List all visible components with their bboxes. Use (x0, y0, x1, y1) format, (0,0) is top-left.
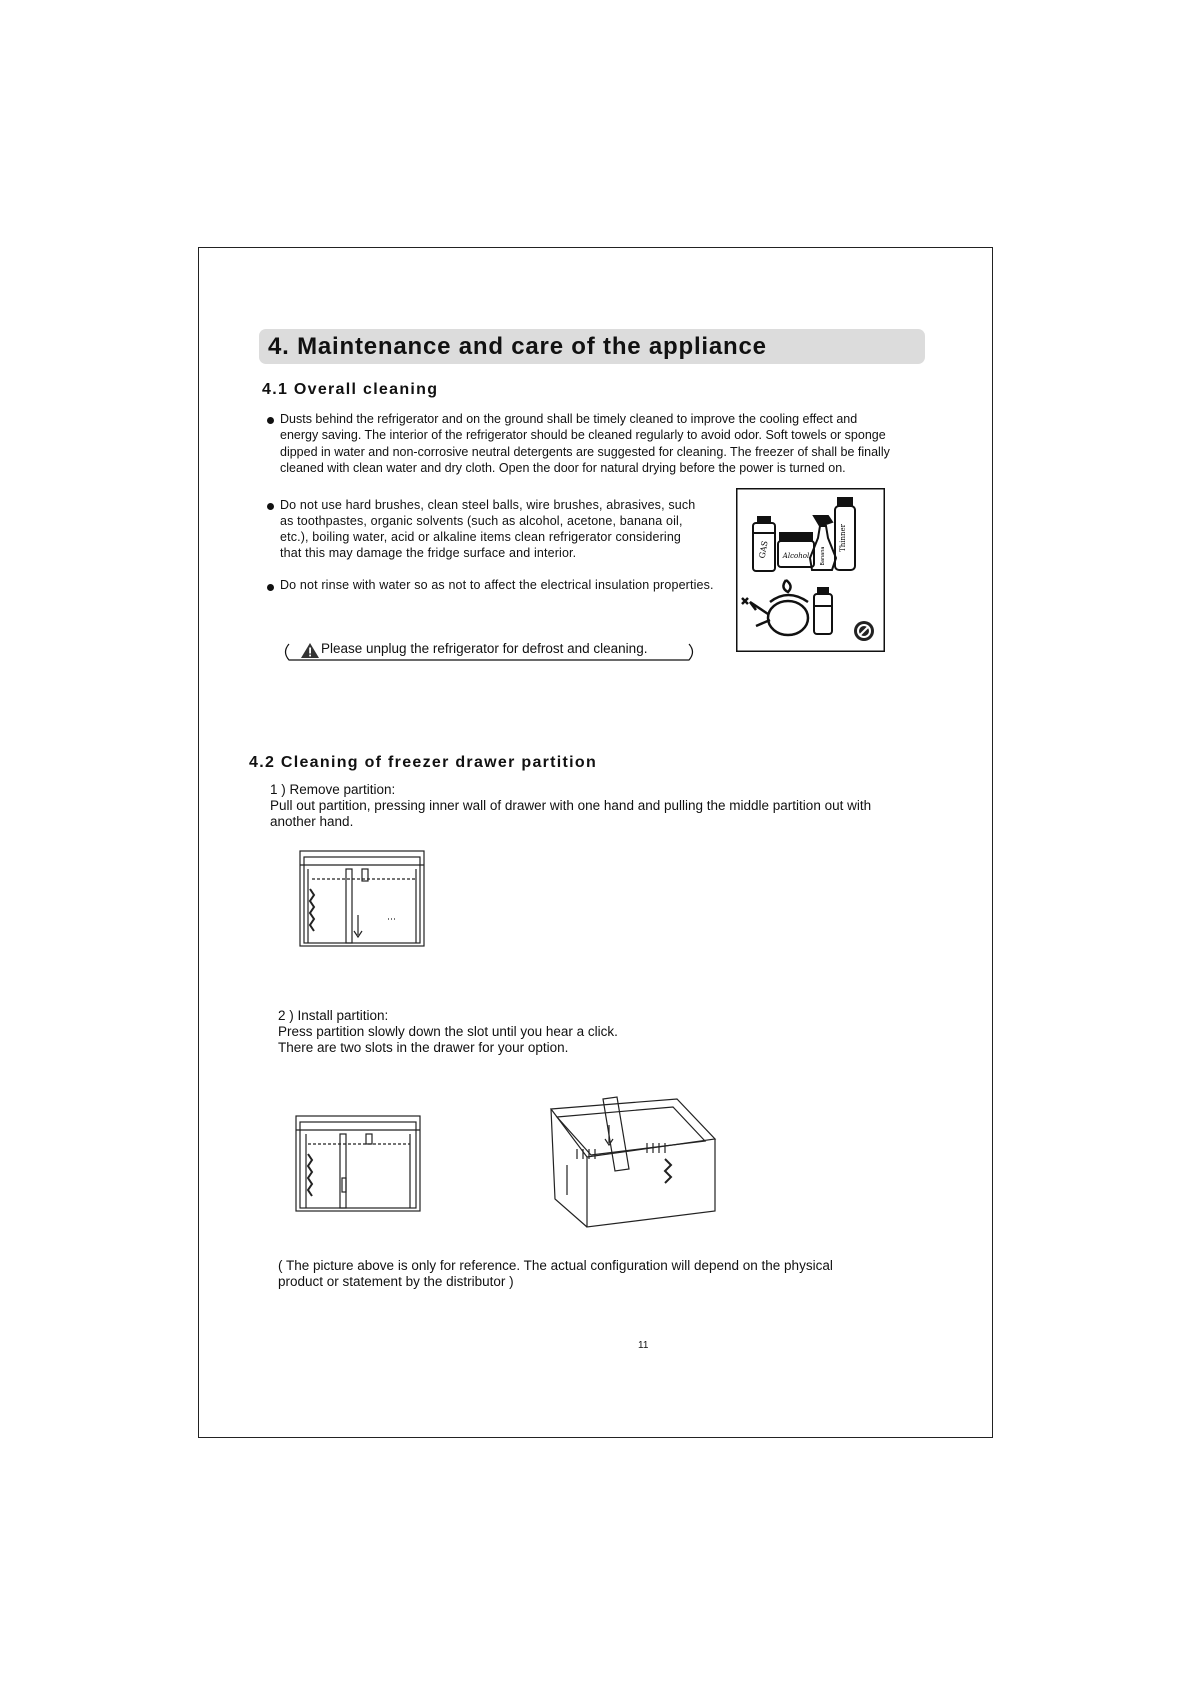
thinner-label: Thinner (839, 524, 847, 552)
prohibited-icon (854, 621, 874, 641)
alcohol-label: Alcohol (782, 552, 810, 560)
chapter-title: 4. Maintenance and care of the appliance (268, 333, 767, 360)
step2-line1: Press partition slowly down the slot until you hear a click. (278, 1024, 618, 1039)
cleaning-paragraph-2: Do not use hard brushes, clean steel balls, wire brushes, abrasives, such as toothpastes, organic solvents (such as alcohol, acetone, banana oil, etc.), boiling water, acid or alkaline items clean refrigerator considering that this may damage the fridge surface and interior. (280, 498, 696, 560)
step1-title: 1 ) Remove partition: (270, 782, 396, 797)
bullet-dot (267, 417, 274, 424)
section-heading-overall-cleaning: 4.1 Overall cleaning (262, 381, 439, 398)
drawer-remove-figure (298, 849, 428, 954)
page-number: 11 (638, 1340, 649, 1351)
prohibited-cleaners-figure (736, 488, 885, 657)
drawer-install-figure (294, 1114, 424, 1219)
banana-label: Banana (820, 546, 826, 566)
cleaning-paragraph-3: Do not rinse with water so as not to affect the electrical insulation properties. (280, 578, 714, 592)
bullet-dot (267, 503, 274, 510)
step2-line2: There are two slots in the drawer for your option. (278, 1040, 569, 1055)
bullet-dot (267, 584, 274, 591)
section-heading-partition: 4.2 Cleaning of freezer drawer partition (249, 754, 598, 771)
step2-title: 2 ) Install partition: (278, 1008, 389, 1023)
gas-label: GAS (757, 540, 770, 560)
cleaning-paragraph-1: Dusts behind the refrigerator and on the ground shall be timely cleaned to improve the cooling effect and energy saving. The interior of the refrigerator should be cleaned regularly to avoid odor. Soft towels or sponge dipped in water and non-corrosive neutral detergents are suggested for cleaning. The freezer of shall be finally cleaned with clean water and dry cloth. Open the door for natural drying before the power is turned on. (280, 412, 890, 476)
step1-text: Pull out partition, pressing inner wall of drawer with one hand and pulling the middle partition out with another hand. (270, 798, 872, 829)
warning-triangle-icon (301, 643, 319, 658)
warning-callout (281, 640, 697, 664)
warning-text: Please unplug the refrigerator for defrost and cleaning. (321, 641, 648, 656)
drawer-perspective-figure (547, 1095, 717, 1235)
reference-note: ( The picture above is only for reference. The actual configuration will depend on the physical product or statement by the distributor ) (278, 1258, 833, 1289)
